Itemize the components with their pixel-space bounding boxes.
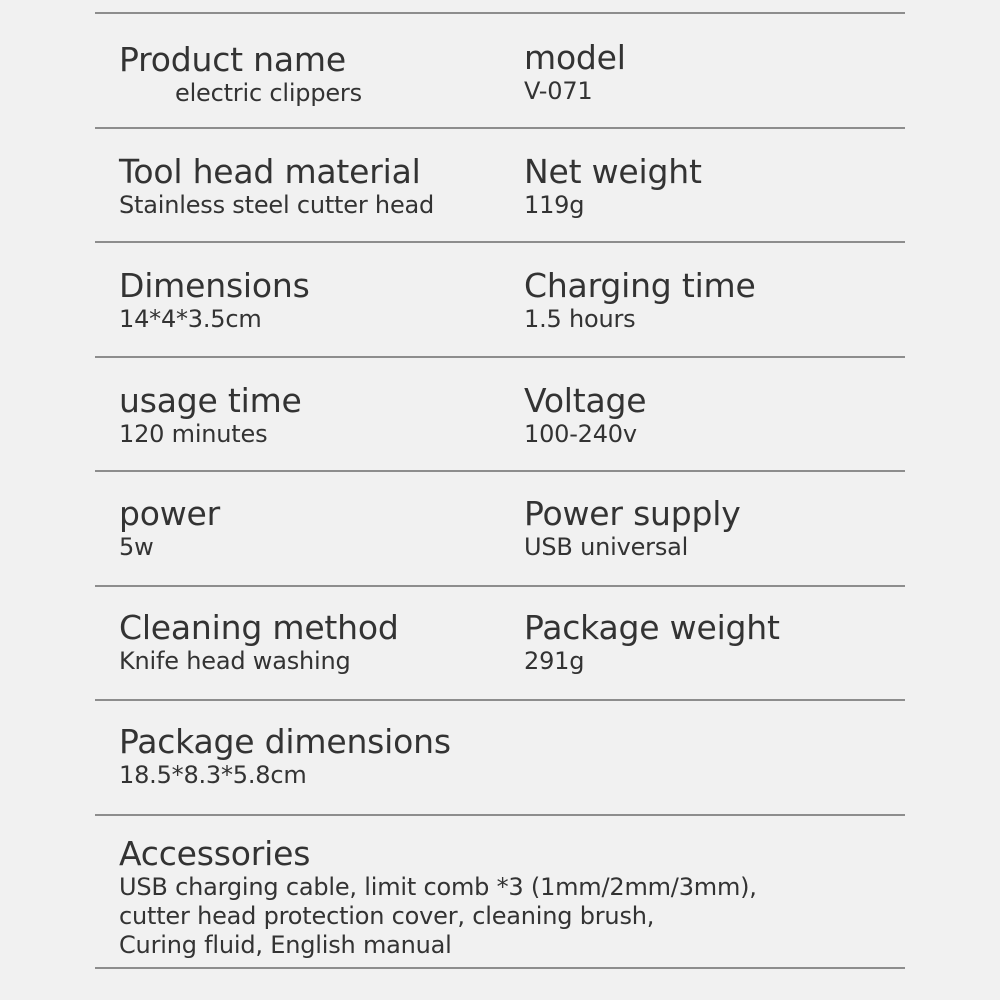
spec-value: 291g [524, 647, 585, 675]
spec-value: V-071 [524, 77, 593, 105]
spec-dimensions [119, 267, 310, 334]
accessories-line: cutter head protection cover, cleaning brush, [119, 902, 655, 930]
divider [95, 127, 905, 129]
spec-power [119, 495, 220, 562]
divider [95, 12, 905, 14]
spec-label: model [524, 38, 626, 77]
spec-label: Charging time [524, 266, 756, 305]
spec-cleaning-method [119, 609, 399, 676]
spec-label: Net weight [524, 152, 702, 191]
spec-product-name [119, 41, 362, 108]
spec-value: 100-240v [524, 420, 637, 448]
divider [95, 967, 905, 969]
spec-package-dimensions [119, 723, 451, 790]
divider [95, 470, 905, 472]
spec-value: 5w [119, 533, 154, 561]
spec-value: 120 minutes [119, 420, 268, 448]
spec-value: 119g [524, 191, 585, 219]
accessories-line: USB charging cable, limit comb *3 (1mm/2mm/3mm), [119, 873, 757, 901]
spec-model [524, 39, 626, 106]
spec-value: Knife head washing [119, 647, 351, 675]
spec-label: Voltage [524, 381, 647, 420]
spec-value: 18.5*8.3*5.8cm [119, 761, 307, 789]
spec-label: power [119, 494, 220, 533]
spec-label: Tool head material [119, 152, 421, 191]
spec-package-weight [524, 609, 780, 676]
spec-usage-time [119, 382, 302, 449]
divider [95, 814, 905, 816]
spec-value: USB universal [524, 533, 689, 561]
spec-value: Stainless steel cutter head [119, 191, 435, 219]
spec-label: Power supply [524, 494, 741, 533]
divider [95, 356, 905, 358]
divider [95, 585, 905, 587]
accessories-label: Accessories [119, 834, 311, 873]
spec-value: electric clippers [175, 79, 362, 107]
spec-net-weight [524, 153, 702, 220]
spec-label: Dimensions [119, 266, 310, 305]
spec-accessories [119, 835, 757, 960]
spec-tool-head-material [119, 153, 434, 220]
spec-value: 1.5 hours [524, 305, 636, 333]
spec-label: Package dimensions [119, 722, 451, 761]
spec-power-supply [524, 495, 741, 562]
spec-charging-time [524, 267, 756, 334]
divider [95, 241, 905, 243]
divider [95, 699, 905, 701]
spec-label: Product name [119, 40, 346, 79]
spec-label: Package weight [524, 608, 780, 647]
accessories-line: Curing fluid, English manual [119, 931, 452, 959]
spec-voltage [524, 382, 646, 449]
spec-label: Cleaning method [119, 608, 399, 647]
spec-label: usage time [119, 381, 302, 420]
spec-value: 14*4*3.5cm [119, 305, 262, 333]
